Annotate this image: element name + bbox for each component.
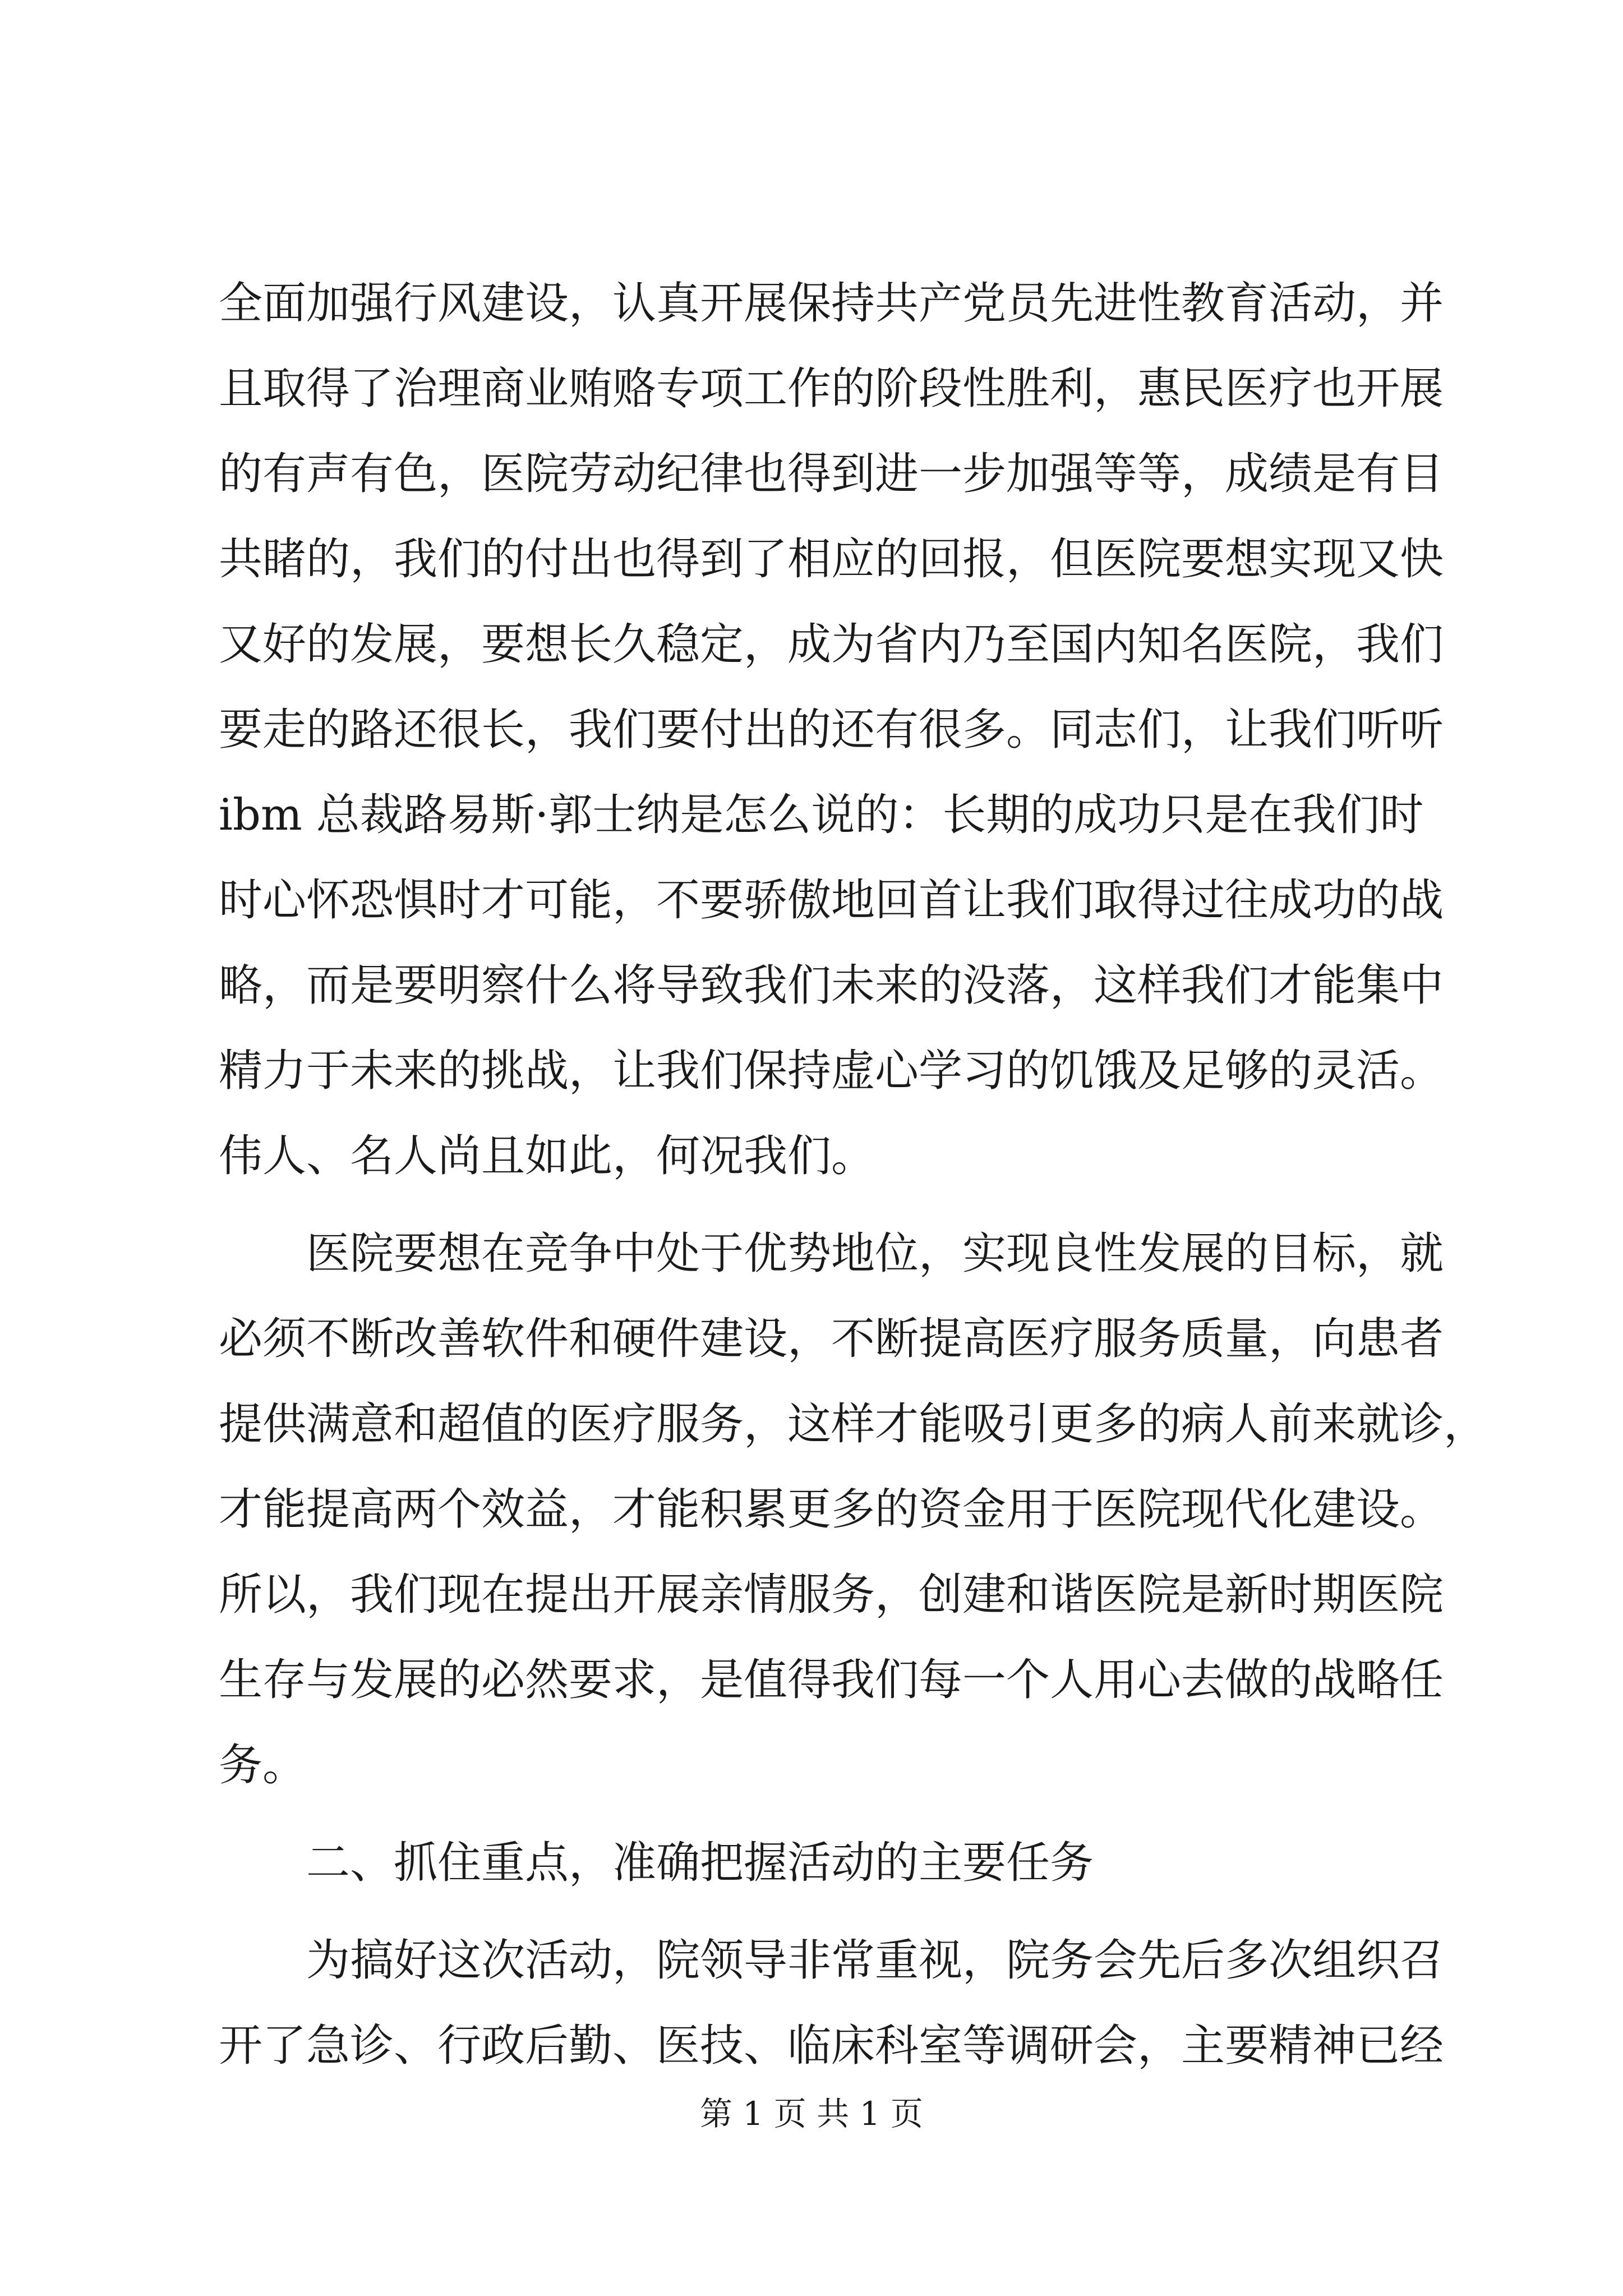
text-line: 又好的发展，要想长久稳定，成为省内乃至国内知名医院，我们 (219, 619, 1444, 670)
text-line: 全面加强行风建设，认真开展保持共产党员先进性教育活动，并 (219, 278, 1444, 329)
text-line: 必须不断改善软件和硬件建设，不断提高医疗服务质量，向患者 (219, 1314, 1444, 1364)
text-line: ibm 总裁路易斯·郭士纳是怎么说的：长期的成功只是在我们时 (219, 790, 1424, 840)
paragraph-gap (219, 1199, 1413, 1211)
text-line: 且取得了治理商业贿赂专项工作的阶段性胜利，惠民医疗也开展 (219, 364, 1444, 414)
text-line: 要走的路还很长，我们要付出的还有很多。同志们，让我们听听 (219, 705, 1444, 755)
document-body (219, 261, 1488, 2088)
text-line: 才能提高两个效益，才能积累更多的资金用于医院现代化建设。 (219, 1484, 1444, 1535)
paragraph (219, 1918, 1444, 2088)
paragraph (219, 1211, 1488, 1808)
paragraph-gap (219, 1808, 1413, 1820)
text-line: 二、抓住重点，准确把握活动的主要任务 (306, 1838, 1094, 1888)
text-line: 伟人、名人尚且如此，何况我们。 (219, 1131, 875, 1181)
paragraph (219, 261, 1444, 1199)
text-line: 略，而是要明察什么将导致我们未来的没落，这样我们才能集中 (219, 960, 1444, 1011)
text-line: 开了急诊、行政后勤、医技、临床科室等调研会，主要精神已经 (219, 2021, 1444, 2071)
text-line: 为搞好这次活动，院领导非常重视，院务会先后多次组织召 (306, 1935, 1444, 1986)
text-line: 时心怀恐惧时才可能，不要骄傲地回首让我们取得过往成功的战 (219, 875, 1444, 926)
text-line: 共睹的，我们的付出也得到了相应的回报，但医院要想实现又快 (219, 534, 1444, 585)
text-line: 提供满意和超值的医疗服务，这样才能吸引更多的病人前来就诊， (219, 1399, 1488, 1450)
page-footer: 第 1 页 共 1 页 (700, 2095, 923, 2133)
text-line: 务。 (219, 1740, 307, 1791)
paragraph-gap (219, 1906, 1413, 1918)
text-line: 医院要想在竞争中处于优势地位，实现良性发展的目标，就 (306, 1228, 1444, 1279)
text-line: 的有声有色，医院劳动纪律也得到进一步加强等等，成绩是有目 (219, 449, 1444, 499)
text-line: 精力于未来的挑战，让我们保持虚心学习的饥饿及足够的灵活。 (219, 1046, 1444, 1096)
text-line: 生存与发展的必然要求，是值得我们每一个人用心去做的战略任 (219, 1655, 1444, 1705)
paragraph (219, 1820, 1413, 1906)
text-line: 所以，我们现在提出开展亲情服务，创建和谐医院是新时期医院 (219, 1570, 1444, 1620)
